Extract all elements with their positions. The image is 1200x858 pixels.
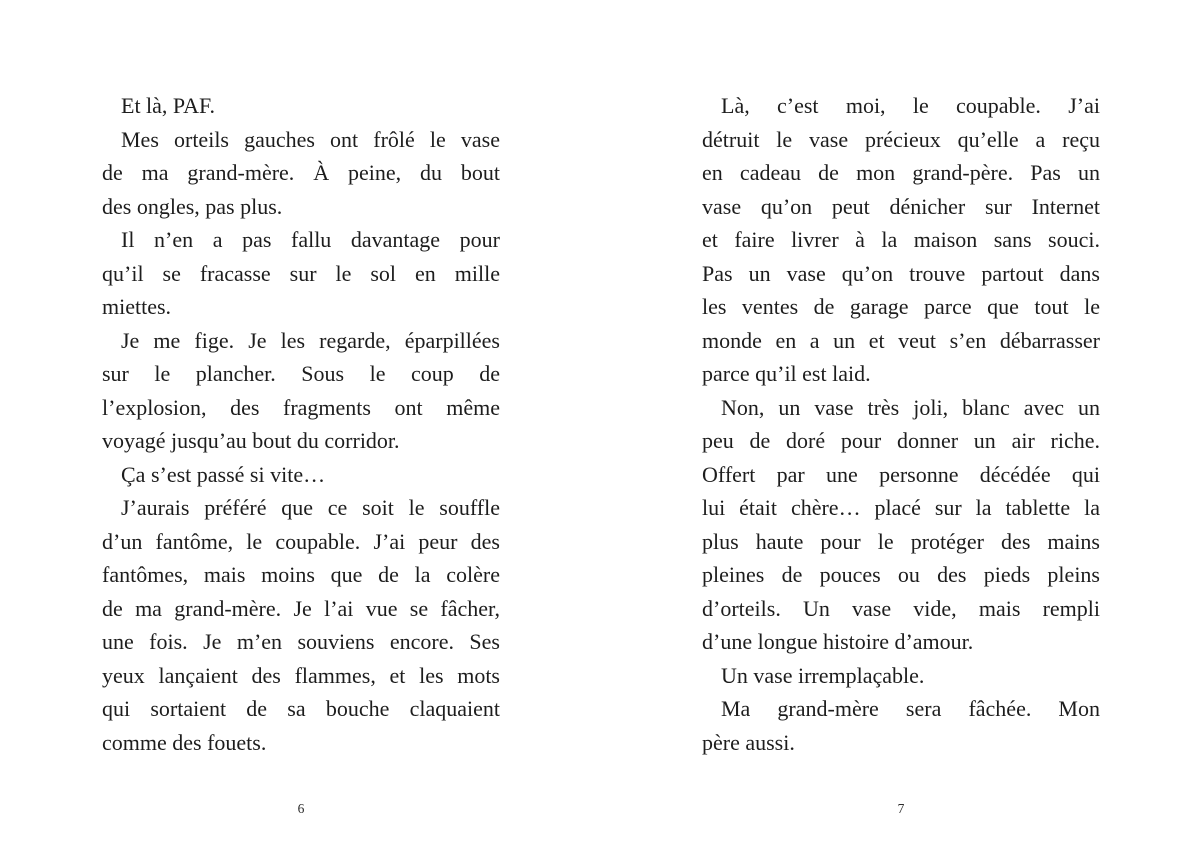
text-line: d’une longue histoire d’amour.	[702, 629, 974, 654]
text-line: Pas un vase qu’on trouve partout dans	[702, 260, 1100, 286]
text-line: Non, un vase très joli, blanc avec un	[721, 394, 1100, 420]
paragraph	[102, 491, 500, 759]
text-line: yeux lançaient des flammes, et les mots	[102, 662, 500, 688]
text-line: Et là, PAF.	[121, 93, 216, 118]
text-line: détruit le vase précieux qu’elle a reçu	[702, 126, 1100, 152]
text-line: une fois. Je m’en souviens encore. Ses	[102, 629, 500, 654]
text-line: vase qu’on peut dénicher sur Internet	[702, 193, 1100, 219]
text-line: des ongles, pas plus.	[102, 193, 283, 219]
text-line: lui était chère… placé sur la tablette la	[702, 495, 1100, 520]
text-line: Ma grand-mère sera fâchée. Mon	[721, 696, 1100, 721]
text-line: en cadeau de mon grand-père. Pas un	[702, 160, 1100, 185]
text-line: les ventes de garage parce que tout le	[702, 294, 1100, 319]
text-line: Je me fige. Je les regarde, éparpillées	[121, 327, 500, 353]
paragraph	[102, 223, 500, 324]
text-line: plus haute pour le protéger des mains	[702, 528, 1100, 554]
text-line: qu’il se fracasse sur le sol en mille	[102, 260, 500, 286]
paragraph	[102, 123, 500, 224]
text-line: monde en a un et veut s’en débarrasser	[702, 327, 1100, 353]
text-line: parce qu’il est laid.	[702, 361, 871, 386]
paragraph	[702, 692, 1100, 759]
paragraph	[702, 391, 1100, 659]
paragraph	[702, 89, 1100, 391]
text-line: J’aurais préféré que ce soit le souffle	[121, 495, 500, 520]
text-line: Ça s’est passé si vite…	[121, 461, 326, 487]
paragraph	[102, 458, 500, 492]
text-line: fantômes, mais moins que de la colère	[102, 562, 500, 587]
text-line: de ma grand-mère. Je l’ai vue se fâcher,	[102, 595, 500, 621]
text-line: Mes orteils gauches ont frôlé le vase	[121, 126, 500, 152]
text-line: pleines de pouces ou des pieds pleins	[702, 562, 1100, 587]
page-body	[702, 89, 1100, 759]
paragraph	[102, 324, 500, 458]
text-line: de ma grand-mère. À peine, du bout	[102, 160, 500, 185]
text-line: Là, c’est moi, le coupable. J’ai	[721, 93, 1100, 118]
text-line: Il n’en a pas fallu davantage pour	[121, 227, 500, 252]
text-line: et faire livrer à la maison sans souci.	[702, 227, 1100, 252]
text-line: père aussi.	[702, 729, 795, 755]
text-line: d’un fantôme, le coupable. J’ai peur des	[102, 528, 500, 554]
text-line: l’explosion, des fragments ont même	[102, 394, 500, 420]
text-line: Offert par une personne décédée qui	[702, 461, 1100, 487]
page-number: 6	[297, 801, 305, 816]
text-line: d’orteils. Un vase vide, mais rempli	[702, 595, 1100, 621]
text-line: peu de doré pour donner un air riche.	[702, 428, 1100, 453]
text-line: sur le plancher. Sous le coup de	[102, 361, 500, 386]
text-line: voyagé jusqu’au bout du corridor.	[102, 428, 400, 453]
text-line: qui sortaient de sa bouche claquaient	[102, 696, 500, 721]
page-right	[600, 0, 1200, 858]
text-line: Un vase irremplaçable.	[721, 662, 925, 688]
page-body	[102, 89, 500, 759]
page-number: 7	[897, 801, 905, 816]
paragraph	[102, 89, 500, 123]
text-line: comme des fouets.	[102, 729, 267, 755]
text-line: miettes.	[102, 294, 172, 319]
paragraph	[702, 659, 1100, 693]
